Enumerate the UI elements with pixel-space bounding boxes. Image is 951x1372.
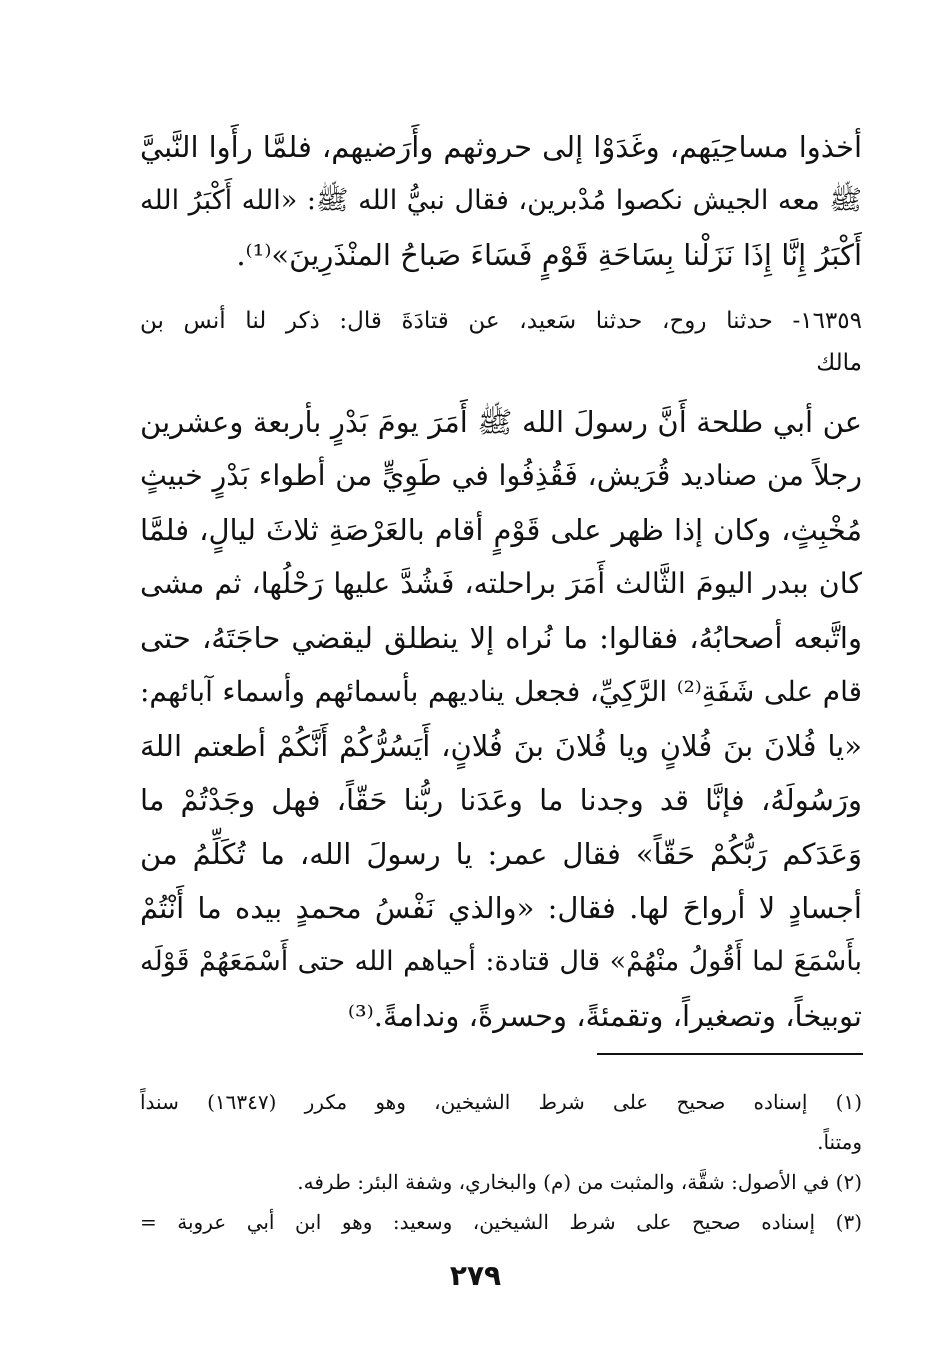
text-line: رجلاً من صناديد قُرَيش، فَقُذِفُوا في طَوِيٍّ من أطواء بَدْرٍ خبيثٍ <box>140 459 862 492</box>
footnote-line: (٣) إسناده صحيح على شرط الشيخين، وسعيد: وهو ابن أبي عروبة = <box>140 1210 862 1234</box>
hadith-body <box>140 395 862 1043</box>
text-line: واتَّبعه أصحابُهُ، فقالوا: ما نُراه إلا ينطلق ليقضي حاجَتَهُ، حتى <box>140 621 862 655</box>
text-line: ﷺ معه الجيش نكصوا مُدْبرين، فقال نبيُّ الله ﷺ: «الله أَكْبَرُ الله <box>140 185 862 216</box>
text-line: توبيخاً، وتصغيراً، وتقمئةً، وحسرةً، وندامةً.⁽³⁾ <box>347 999 862 1033</box>
text-line: «يا فُلانَ بنَ فُلانٍ ويا فُلانَ بنَ فُلانٍ، أَيَسُرُّكُمْ أَنَّكُمْ أطعتم اللهَ <box>140 729 862 763</box>
text-line: مالك <box>816 350 862 376</box>
footnote-line: ومتناً. <box>817 1130 862 1154</box>
footnote-line: (١) إسناده صحيح على شرط الشيخين، وهو مكرر (١٦٣٤٧) سنداً <box>140 1090 862 1114</box>
footnote-divider <box>597 1053 863 1055</box>
hadith-header <box>140 300 862 384</box>
top-paragraph <box>140 120 862 282</box>
text-line: ورَسُولَهُ، فإنَّا قد وجدنا ما وعَدَنا ربُّنا حَقّاً، فهل وجَدْتُمْ ما <box>140 783 862 817</box>
text-line: عن أبي طلحة أَنَّ رسولَ الله ﷺ أَمَرَ يومَ بَدْرٍ بأربعة وعشرين <box>140 405 862 439</box>
footnotes <box>140 1082 862 1242</box>
text-line: قام على شَفَةِ⁽²⁾ الرَّكِيِّ، فجعل يناديهم بأسمائهم وأسماء آبائهم: <box>140 675 862 708</box>
text-line: أجسادٍ لا أرواحَ لها. فقال: «والذي نَفْسُ محمدٍ بيده ما أَنْتُمْ <box>140 891 862 925</box>
text-line: أَكْبَرُ إِنَّا إِذَا نَزَلْنا بِسَاحَةِ قَوْمٍ فَسَاءَ صَباحُ المنْذَرِينَ»⁽¹⁾. <box>236 238 862 272</box>
hadith-number-line: ١٦٣٥٩- حدثنا روح، حدثنا سَعيد، عن قتادَةَ قال: ذكر لنا أنس بن <box>140 308 862 334</box>
text-line: أخذوا مساحِيَهم، وغَدَوْا إلى حروثهم وأَرَضيهم، فلمَّا رأَوا النَّبيَّ <box>140 130 862 164</box>
text-line: بأَسْمَعَ لما أَقُولُ منْهُمْ» قال قتادة: أحياهم الله حتى أَسْمَعَهُمْ قَوْلَه <box>140 946 862 977</box>
page-number: ٢٧٩ <box>449 1259 502 1292</box>
text-line: مُخْبِثٍ، وكان إذا ظهر على قَوْمٍ أقام بالعَرْصَةِ ثلاثَ ليالٍ، فلمَّا <box>140 513 862 547</box>
text-line: وَعَدَكم رَبُّكُمْ حَقّاً» فقال عمر: يا رسولَ الله، ما تُكَلِّمُ من <box>140 837 862 871</box>
text-line: كان ببدر اليومَ الثَّالث أَمَرَ براحلته، فَشُدَّ عليها رَحْلُها، ثم مشى <box>140 567 862 600</box>
footnote-line: (٢) في الأصول: شقَّة، والمثبت من (م) والبخاري، وشفة البئر: طرفه. <box>297 1170 862 1194</box>
